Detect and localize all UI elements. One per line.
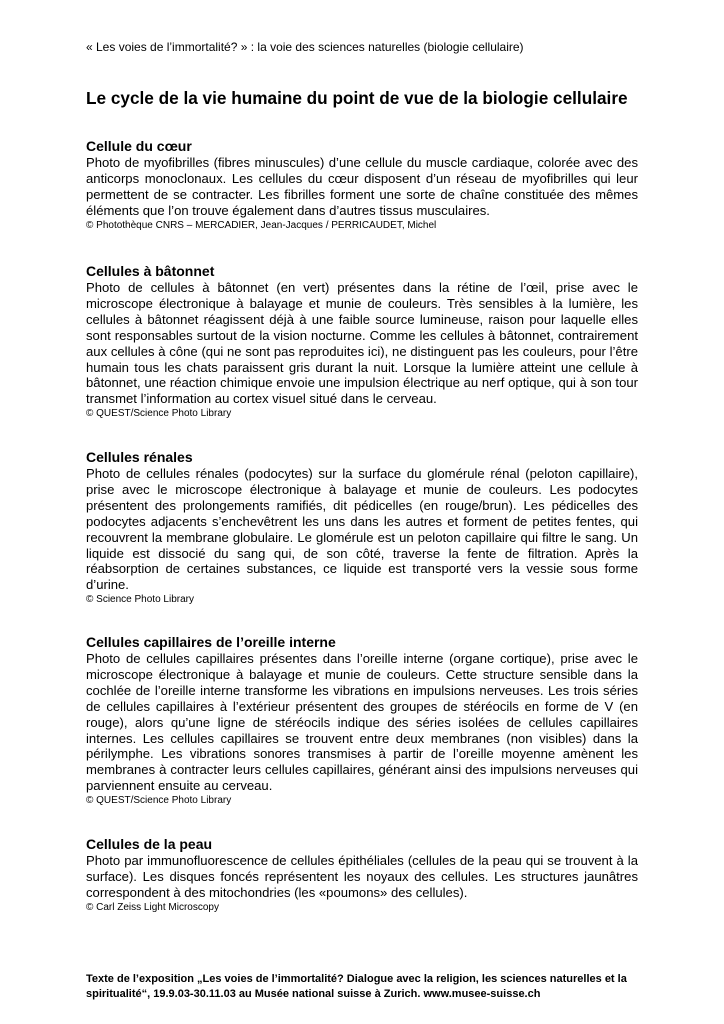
section-body: Photo de cellules capillaires présentes dans l’oreille interne (organe cortique), prise avec le microscope électronique à balayage et munie de couleurs. Cette structure sensible dans la cochlée de l’oreille interne transforme les vibrations en impulsions nerveuses. Les trois séries de cellules capillaires à l’extérieur présentent des groupes de stéréocils en forme de V (en rouge), alors qu’une ligne de stéréocils indique des séries isolées de cellules capillaires internes. Les cellules capillaires se trouvent entre deux membranes (non visibles) dans la périlymphe. Les vibrations sonores transmises à partir de l’oreille moyenne amènent les membranes à contracter leurs cellules capillaires, générant ainsi des impulsions nerveuses qui parviennent ensuite au cerveau. xyxy=(86,651,638,794)
section-body: Photo par immunofluorescence de cellules épithéliales (cellules de la peau qui se trouvent à la surface). Les disques foncés représentent les noyaux des cellules. Les structures jaunâtres correspondent à des mitochondries (les «poumons» des cellules). xyxy=(86,853,638,900)
section-body: Photo de cellules rénales (podocytes) sur la surface du glomérule rénal (peloton capillaire), prise avec le microscope électronique à balayage et munie de couleurs. Les podocytes présentent des prolongements ramifiés, dit pédicelles (en rouge/brun). Les pédicelles des podocytes adjacents s’enchevêtrent les uns dans les autres et forment de petites fentes, qui recouvrent la membrane globulaire. Le glomérule est un peloton capillaire qui filtre le sang. Un liquide est dissocié du sang qui, de son côté, traverse la fente de filtration. Après la réabsorption de certaines substances, ce liquide est transporté vers la vessie sous forme d’urine. xyxy=(86,466,638,593)
running-header: « Les voies de l’immortalité? » : la voie des sciences naturelles (biologie cellulaire) xyxy=(86,40,524,54)
section-heading: Cellules à bâtonnet xyxy=(86,263,215,279)
photo-credit: © Science Photo Library xyxy=(86,594,194,606)
photo-credit: © Photothèque CNRS – MERCADIER, Jean-Jacques / PERRICAUDET, Michel xyxy=(86,219,437,231)
section-skin-cells xyxy=(86,836,638,914)
section-heart-cell xyxy=(86,138,638,232)
page-title: Le cycle de la vie humaine du point de vue de la biologie cellulaire xyxy=(86,88,628,108)
photo-credit: © QUEST/Science Photo Library xyxy=(86,408,232,420)
section-kidney-cells xyxy=(86,449,638,606)
section-body: Photo de myofibrilles (fibres minuscules) d’une cellule du muscle cardiaque, colorée avec des anticorps monoclonaux. Les cellules du cœur disposent d’un réseau de myofibrilles qui leur permettent de se contracter. Les fibrilles forment une sorte de chaîne constituée des mêmes éléments que l’on trouve également dans d’autres tissus musculaires. xyxy=(86,155,638,218)
photo-credit: © Carl Zeiss Light Microscopy xyxy=(86,901,219,913)
section-rod-cells xyxy=(86,263,638,420)
section-heading: Cellule du cœur xyxy=(86,138,192,154)
photo-credit: © QUEST/Science Photo Library xyxy=(86,795,232,807)
section-inner-ear-hair-cells xyxy=(86,634,638,807)
section-heading: Cellules rénales xyxy=(86,449,193,465)
section-heading: Cellules capillaires de l’oreille interne xyxy=(86,634,336,650)
section-body: Photo de cellules à bâtonnet (en vert) présentes dans la rétine de l’œil, prise avec le microscope électronique à balayage et munie de couleurs. Très sensibles à la lumière, les cellules à bâtonnet réagissent déjà à une faible source lumineuse, raison pour laquelle elles sont responsables surtout de la vision nocturne. Comme les cellules à bâtonnet, contrairement aux cellules à cône (qui ne sont pas reproduites ici), ne distinguent pas les couleurs, pour l’être humain tous les chats paraissent gris durant la nuit. Lorsque la lumière atteint une cellule à bâtonnet, une réaction chimique envoie une impulsion électrique au nerf optique, qui à son tour transmet l’information au cortex visuel situé dans le cerveau. xyxy=(86,280,638,407)
page-footer: Texte de l’exposition „Les voies de l’immortalité? Dialogue avec la religion, les sciences naturelles et la spiritualité“, 19.9.03-30.11.03 au Musée national suisse à Zurich. www.musee-suisse.ch xyxy=(86,973,627,1000)
section-heading: Cellules de la peau xyxy=(86,836,213,852)
